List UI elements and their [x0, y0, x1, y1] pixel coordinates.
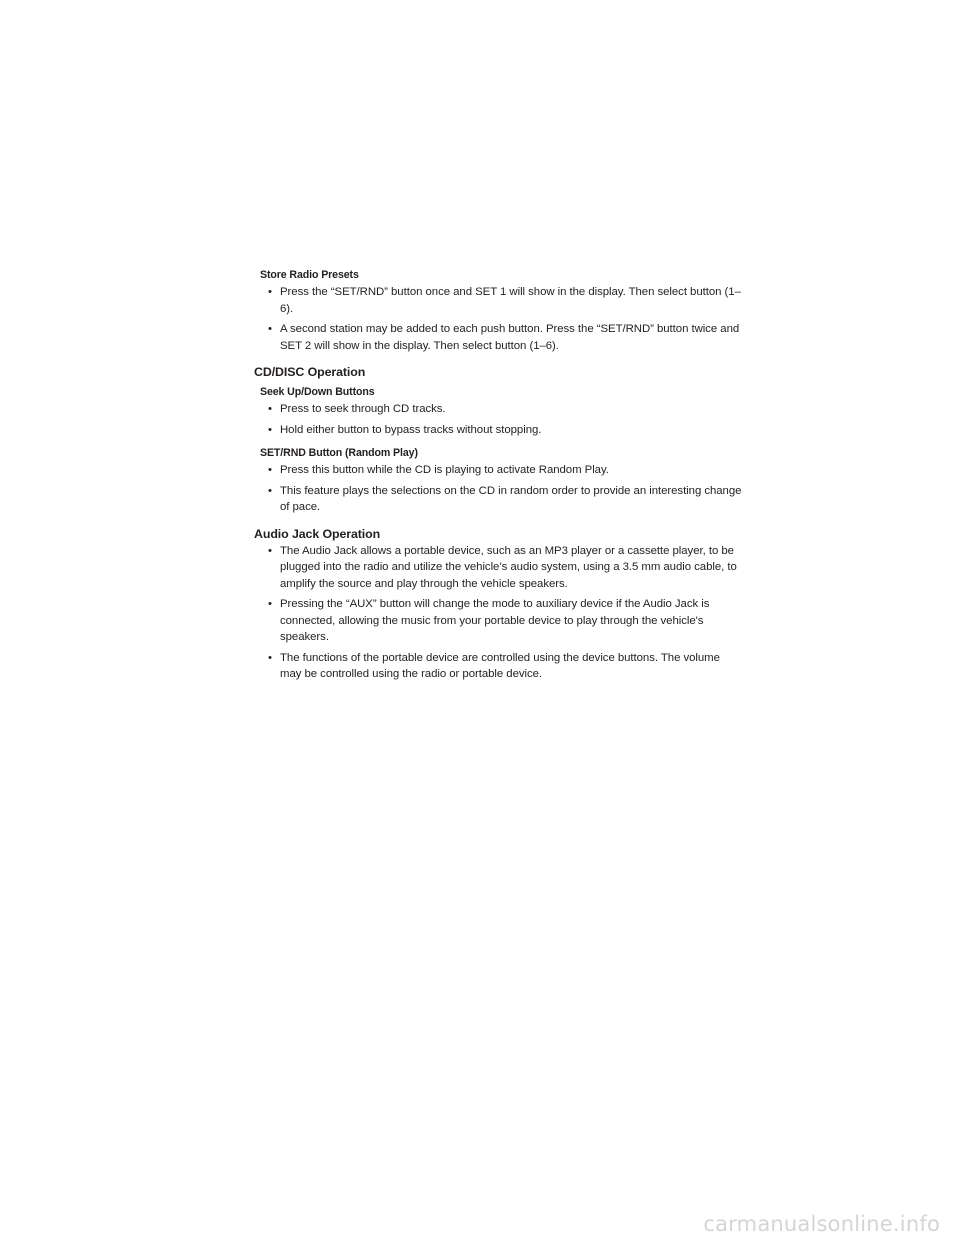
audio-jack-operation-heading: Audio Jack Operation: [254, 526, 381, 541]
list-item: • This feature plays the selections on the CD in random order to provide an interesting change of pace.: [268, 484, 742, 513]
store-radio-presets-subheading: Store Radio Presets: [260, 269, 359, 281]
list-item: • The functions of the portable device are controlled using the device buttons. The volume may be controlled using the radio or portable device.: [268, 651, 720, 680]
list-item: • Press to seek through CD tracks.: [254, 401, 744, 418]
bullet-icon: •: [268, 286, 272, 298]
bullet-icon: •: [268, 484, 272, 497]
bullet-icon: •: [268, 598, 272, 610]
cd-disc-operation-heading: CD/DISC Operation: [254, 365, 366, 379]
list-item: • Pressing the “AUX” button will change the mode to auxiliary device if the Audio Jack is connected, allowing the music from your portable device to play through the vehicle's speakers.: [268, 598, 710, 643]
bullet-icon: •: [268, 464, 272, 476]
bullet-icon: •: [268, 423, 272, 436]
list-item: • Press the “SET/RND” button once and SET 1 will show in the display. Then select button (1–6).: [268, 286, 741, 315]
list-item: • Hold either button to bypass tracks without stopping.: [254, 422, 744, 439]
list-item: • A second station may be added to each push button. Press the “SET/RND” button twice and SET 2 will show in the display. Then select button (1–6).: [268, 323, 740, 352]
audio-jack-list: [254, 543, 744, 683]
watermark-text: carmanualsonline.info: [703, 1212, 940, 1236]
list-item: • The Audio Jack allows a portable device, such as an MP3 player or a cassette player, to be plugged into the radio and utilize the vehicle’s audio system, using a 3.5 mm audio cable, to amplify the source and play through the vehicle speakers.: [268, 544, 737, 590]
set-rnd-button-subheading: SET/RND Button (Random Play): [260, 447, 418, 459]
bullet-icon: •: [268, 323, 272, 335]
set-rnd-list: [254, 462, 744, 516]
bullet-icon: •: [268, 403, 272, 415]
list-item: • Press this button while the CD is playing to activate Random Play.: [254, 462, 744, 479]
store-presets-list: [254, 284, 744, 354]
bullet-icon: •: [268, 651, 272, 664]
bullet-icon: •: [268, 544, 272, 557]
page-content: [254, 266, 744, 687]
seek-buttons-list: [254, 401, 744, 438]
seek-buttons-subheading: Seek Up/Down Buttons: [260, 386, 375, 398]
